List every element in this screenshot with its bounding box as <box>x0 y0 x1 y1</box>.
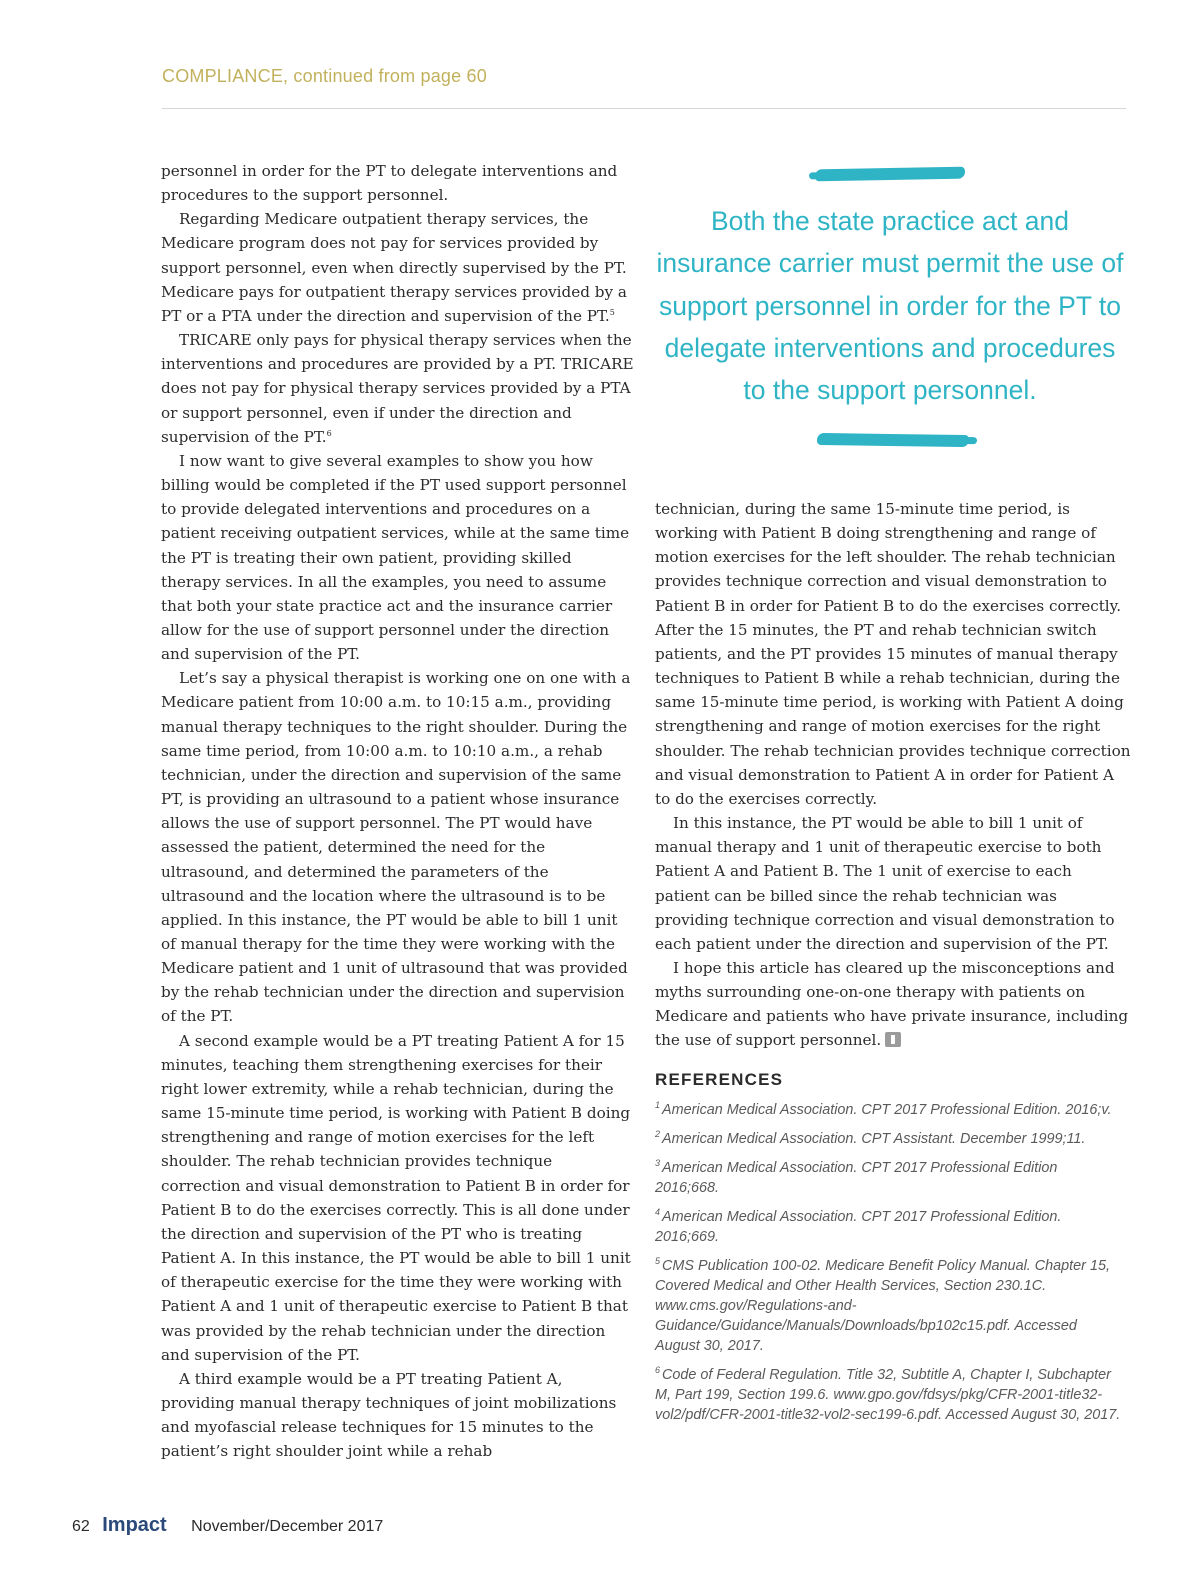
magazine-logo: Impact <box>102 1514 167 1536</box>
footnote-marker: 6 <box>326 428 332 438</box>
references-section <box>655 1070 1125 1434</box>
reference-item: $^5$ CMS Publication 100-02. Medicare Benefit Policy Manual. Chapter 15, Covered Medical and Other Health Services, Section 230.1C. www.cms.gov/Regulations-and-Guidance/Guidance/Manuals/Downloads/bp102c15.pdf. Accessed August 30, 2017. <box>655 1256 1110 1354</box>
footnote-marker: 5 <box>609 307 615 317</box>
brush-stroke-top <box>815 167 965 182</box>
reference-item: $^3$ American Medical Association. CPT 2017 Professional Edition 2016;668. <box>655 1158 1058 1196</box>
paragraph: In this instance, the PT would be able to bill 1 unit of manual therapy and 1 unit of therapeutic exercise to both Patient A and Patient B. The 1 unit of exercise to each patient can be billed since the rehab technician was providing technique correction and visual demonstration to each patient under the direction and supervision of the PT. <box>655 814 1115 953</box>
brush-stroke-bottom <box>817 433 969 447</box>
section-header <box>162 66 1126 109</box>
end-of-article-icon <box>885 1032 901 1047</box>
reference-item: $^2$ American Medical Association. CPT Assistant. December 1999;11. <box>655 1129 1086 1147</box>
page-number: 62 <box>72 1518 90 1535</box>
issue-date: November/December 2017 <box>191 1518 384 1535</box>
reference-item: $^1$ American Medical Association. CPT 2017 Professional Edition. 2016;v. <box>655 1100 1112 1118</box>
references-heading: REFERENCES <box>655 1070 784 1089</box>
paragraph: technician, during the same 15-minute time period, is working with Patient B doing strengthening and range of motion exercises for the left shoulder. The rehab technician provides technique correction and visual demonstration to Patient B in order for Patient B to do the exercises correctly. After the 15 minutes, the PT and rehab technician switch patients, and the PT provides 15 minutes of manual therapy techniques to Patient B while a rehab technician, during the same 15-minute time period, is working with Patient A doing strengthening and range of motion exercises for the right shoulder. The rehab technician provides technique correction and visual demonstration to Patient A in order for Patient A to do the exercises correctly. <box>655 500 1131 808</box>
paragraph: A third example would be a PT treating Patient A, providing manual therapy techniques of joint mobilizations and myofascial release techniques for 15 minutes to the patient’s right shoulder joint while a rehab <box>161 1369 617 1461</box>
right-column <box>655 497 1131 1053</box>
paragraph: Let’s say a physical therapist is working one on one with a Medicare patient from 10:00 a.m. to 10:15 a.m., providing manual therapy techniques to the right shoulder. During the same time period, from 10:00 a.m. to 10:10 a.m., a rehab technician, under the direction and supervision of the same PT, is providing an ultrasound to a patient whose insurance allows the use of support personnel. The PT would have assessed the patient, determined the need for the ultrasound, and determined the parameters of the ultrasound and the location where the ultrasound is to be applied. In this instance, the PT would be able to bill 1 unit of manual therapy for the time they were working with the Medicare patient and 1 unit of ultrasound that was provided by the rehab technician under the direction and supervision of the PT. <box>161 669 631 1026</box>
paragraph: I hope this article has cleared up the misconceptions and myths surrounding one-on-one therapy with patients on Medicare and patients who have private insurance, including the use of support personnel. <box>655 958 1129 1050</box>
paragraph: I now want to give several examples to show you how billing would be completed if the PT used support personnel to provide delegated interventions and procedures on a patient receiving outpatient services, while at the same time the PT is treating their own patient, providing skilled therapy services. In all the examples, you need to assume that both your state practice act and the insurance carrier allow for the use of support personnel under the direction and supervision of the PT. <box>161 451 630 664</box>
paragraph: TRICARE only pays for physical therapy services when the interventions and procedures are provided by a PT. TRICARE does not pay for physical therapy services provided by a PTA or support personnel, even if under the direction and supervision of the PT.$^6$ <box>161 331 634 446</box>
pull-quote-text: Both the state practice act and insurance carrier must permit the use of support personnel in order for the PT to delegate interventions and procedures to the support personnel. <box>656 206 1124 406</box>
continued-from-label: COMPLIANCE, continued from page 60 <box>162 66 487 86</box>
reference-item: $^4$ American Medical Association. CPT 2017 Professional Edition. 2016;669. <box>655 1207 1062 1245</box>
reference-item: $^6$ Code of Federal Regulation. Title 32, Subtitle A, Chapter I, Subchapter M, Part 199, Section 199.6. www.gpo.gov/fdsys/pkg/CFR-2001-title32-vol2/pdf/CFR-2001-title32-vol2-sec199-6.pdf. Accessed August 30, 2017. <box>655 1365 1121 1423</box>
paragraph: A second example would be a PT treating Patient A for 15 minutes, teaching them strengthening exercises for their right lower extremity, while a rehab technician, during the same 15-minute time period, is working with Patient B doing strengthening and range of motion exercises for the left shoulder. The rehab technician provides technique correction and visual demonstration to Patient B in order for Patient B to do the exercises correctly. This is all done under the direction and supervision of the PT who is treating Patient A. In this instance, the PT would be able to bill 1 unit of therapeutic exercise for the time they were working with Patient A and 1 unit of therapeutic exercise to Patient B that was provided by the rehab technician under the direction and supervision of the PT. <box>161 1031 631 1364</box>
paragraph: Regarding Medicare outpatient therapy services, the Medicare program does not pay for services provided by support personnel, even when directly supervised by the PT. Medicare pays for outpatient therapy services provided by a PT or a PTA under the direction and supervision of the PT.$^5$ <box>161 210 627 325</box>
paragraph: personnel in order for the PT to delegate interventions and procedures to the support personnel. <box>161 162 618 205</box>
left-column <box>161 159 635 1463</box>
page-footer <box>72 1514 383 1537</box>
